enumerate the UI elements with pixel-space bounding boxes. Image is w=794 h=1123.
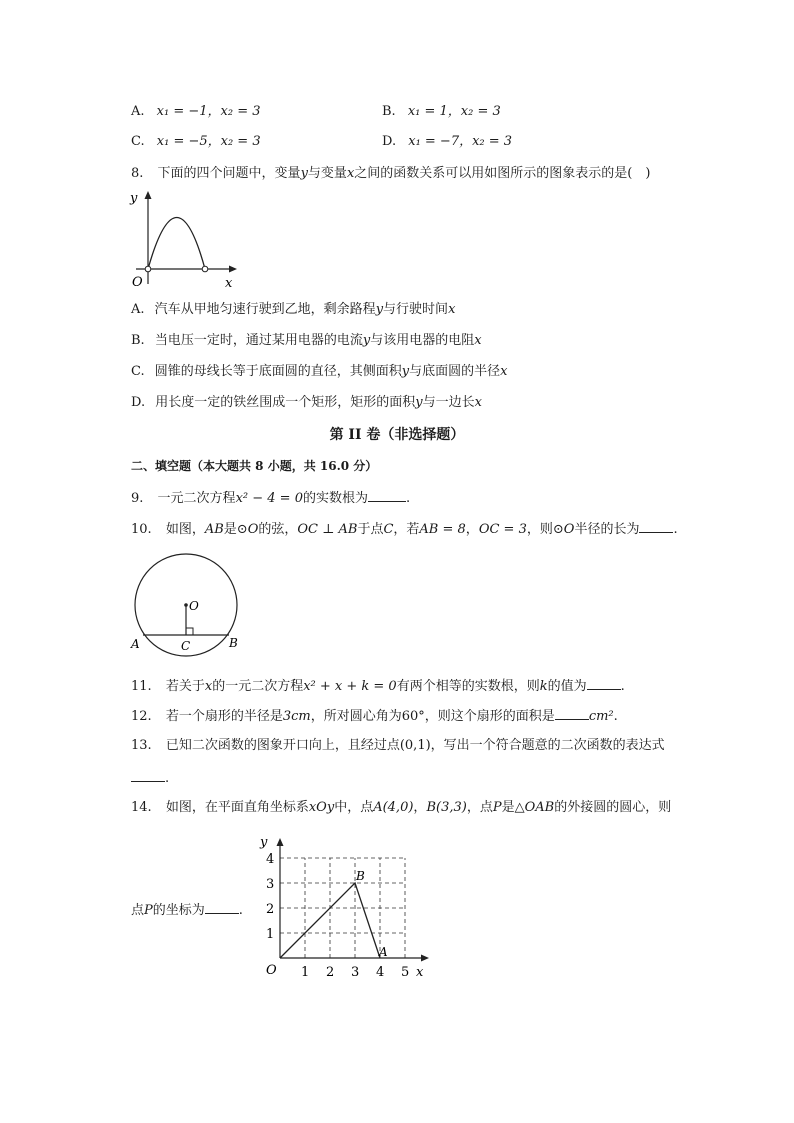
- q14-figure: [258, 830, 433, 982]
- q10-label-a: A: [131, 637, 140, 651]
- q12: [131, 707, 618, 725]
- q10-o-2: O: [563, 522, 575, 537]
- q14-y-tick-label: 1: [266, 927, 275, 942]
- q10-comma: ，: [465, 522, 479, 537]
- q12-number: 12.: [131, 709, 152, 724]
- q13-post: ，写出一个符合题意的二次函数的表达式: [430, 738, 665, 753]
- q11: [131, 677, 625, 695]
- q9-end: .: [405, 491, 411, 506]
- q7-option-d-expr: x₁ = −7，x₂ = 3: [408, 134, 513, 149]
- q12-unit: cm²: [588, 709, 614, 724]
- q10-label-c: C: [181, 639, 191, 653]
- q8-option-d-letter: D.: [131, 395, 146, 410]
- q11-post: 有两个相等的实数根，则: [396, 679, 540, 694]
- q8-option-b-var-x: x: [474, 333, 482, 348]
- q14-label-b: B: [356, 869, 365, 883]
- q13-answer-blank: [131, 769, 165, 782]
- q7-option-c: [131, 134, 261, 150]
- q8-var-x: x: [346, 166, 355, 181]
- q14-y-label: y: [260, 835, 268, 850]
- q7-option-d-letter: D.: [382, 134, 397, 149]
- q9-expr: x² − 4 = 0: [235, 491, 303, 506]
- q13-end: .: [165, 771, 170, 786]
- q14-p-2: P: [144, 903, 153, 918]
- q12-pre: 若一个扇形的半径是: [165, 709, 283, 724]
- q14-x-tick-label: 2: [326, 965, 335, 980]
- q9: [131, 489, 410, 507]
- q8-y-arrow-icon: [145, 191, 152, 199]
- q14-triangle: △OAB: [514, 800, 555, 815]
- q10-figure: [126, 550, 246, 658]
- q10-eq1: AB = 8: [419, 522, 466, 537]
- q10-c: C: [383, 522, 394, 537]
- q8-option-c-text: 圆锥的母线长等于底面圆的直径，其侧面积: [154, 364, 402, 379]
- q14-y-arrow-icon: [277, 838, 284, 846]
- q8-option-a: [131, 302, 455, 318]
- q7-option-b: [382, 104, 501, 120]
- q11-k: k: [539, 679, 548, 694]
- q7-option-b-letter: B.: [382, 104, 396, 119]
- q10-o: O: [247, 522, 259, 537]
- q8-option-c: [131, 364, 508, 380]
- q8-option-b-mid: 与该用电器的电阻: [370, 333, 475, 348]
- q14-comma: ，: [413, 800, 427, 815]
- q12-angle: 60°: [401, 709, 425, 724]
- q14-answer-blank: [205, 901, 239, 914]
- q9-post: 的实数根为: [302, 491, 368, 506]
- q14-line2-mid: 的坐标为: [152, 903, 205, 918]
- q12-end: .: [613, 709, 618, 724]
- q8-option-b: [131, 333, 482, 349]
- q14-point-a: A(4,0): [373, 800, 414, 815]
- q8-option-c-var-x: x: [500, 364, 508, 379]
- q13-number: 13.: [131, 738, 152, 753]
- q10-text-f: ，则⊙: [526, 522, 564, 537]
- q8-parabola: [148, 218, 205, 270]
- q14-x-tick-label: 4: [376, 965, 385, 980]
- q14-post: 的外接圆的圆心，则: [554, 800, 672, 815]
- q11-end: .: [620, 679, 625, 694]
- q12-post: ，则这个扇形的面积是: [424, 709, 555, 724]
- q10-ab: AB: [204, 522, 224, 537]
- q14-x-tick-label: 5: [401, 965, 410, 980]
- q10-label-b: B: [229, 636, 238, 650]
- q10-text-e: ，若: [393, 522, 420, 537]
- q8-option-d-text: 用长度一定的铁丝围成一个矩形，矩形的面积: [155, 395, 416, 410]
- q12-mid: ，所对圆心角为: [310, 709, 402, 724]
- q8-option-a-var-x: x: [448, 302, 456, 317]
- q14-origin-label: O: [266, 963, 277, 978]
- q14-label-a: A: [379, 945, 388, 959]
- q10-label-o: O: [189, 599, 199, 613]
- q8-option-b-letter: B.: [131, 333, 145, 348]
- q10: [131, 520, 678, 538]
- q8-option-d-mid: 与一边长: [422, 395, 475, 410]
- q14-grid: [280, 858, 405, 958]
- q10-text-d: 于点: [357, 522, 384, 537]
- q14-number: 14.: [131, 800, 152, 815]
- q8-stem-b: 与变量: [307, 166, 347, 181]
- q14-y-tick-label: 2: [266, 902, 275, 917]
- q10-text-g: 半径的长为: [574, 522, 640, 537]
- q14-xoy: xOy: [308, 800, 335, 815]
- q14-x-tick-labels: [301, 965, 409, 980]
- q14-mid3: 是: [501, 800, 515, 815]
- q8-option-d: [131, 395, 482, 411]
- q14-p: P: [492, 800, 502, 815]
- q11-mid: 的一元二次方程: [212, 679, 304, 694]
- q8-stem-a: 下面的四个问题中，变量: [157, 166, 301, 181]
- q10-center-point: [184, 603, 188, 607]
- q8-stem: [131, 166, 650, 182]
- q8-option-a-text: 汽车从甲地匀速行驶到乙地，剩余路程: [154, 302, 376, 317]
- q7-option-d: [382, 134, 512, 150]
- q11-expr: x² + x + k = 0: [303, 679, 397, 694]
- q10-answer-blank: [639, 520, 673, 533]
- q14-mid: 中，点: [334, 800, 374, 815]
- q14-x-arrow-icon: [421, 955, 429, 962]
- q11-pre: 若关于: [165, 679, 205, 694]
- q10-perp: OC ⊥ AB: [297, 522, 358, 537]
- section2-heading: 二、填空题（本大题共 8 小题，共 16.0 分）: [131, 459, 378, 473]
- q10-text-b: 是⊙: [223, 522, 248, 537]
- q14-x-tick-label: 3: [351, 965, 360, 980]
- q7-option-b-expr: x₁ = 1，x₂ = 3: [407, 104, 501, 119]
- q8-option-c-mid: 与底面圆的半径: [409, 364, 501, 379]
- q14: [131, 800, 671, 816]
- q12-answer-blank: [555, 707, 589, 720]
- q7-option-a: [131, 104, 261, 120]
- q10-number: 10.: [131, 522, 152, 537]
- q8-option-c-var-y: y: [401, 364, 410, 379]
- q8-x-label: x: [225, 276, 233, 290]
- q8-option-c-letter: C.: [131, 364, 145, 379]
- q8-option-b-text: 当电压一定时，通过某用电器的电流: [154, 333, 363, 348]
- q11-x: x: [204, 679, 213, 694]
- q13-pre: 已知二次函数的图象开口向上，且经过点: [165, 738, 400, 753]
- q11-number: 11.: [131, 679, 152, 694]
- q10-text-a: 如图，: [165, 522, 205, 537]
- q14-y-tick-label: 4: [266, 852, 275, 867]
- q14-point-b: B(3,3): [426, 800, 467, 815]
- q10-eq2: OC = 3: [478, 522, 527, 537]
- part2-title: 第 II 卷（非选择题）: [329, 427, 465, 443]
- q14-y-tick-labels: [266, 852, 274, 942]
- q7-option-a-letter: A.: [131, 104, 145, 119]
- q8-origin-label: O: [132, 275, 143, 290]
- q14-x-tick-label: 1: [301, 965, 310, 980]
- q14-line2: [131, 901, 243, 919]
- q14-pre: 如图，在平面直角坐标系: [165, 800, 309, 815]
- q13-point: (0,1): [399, 738, 431, 753]
- q11-post2: 的值为: [547, 679, 587, 694]
- q11-answer-blank: [587, 677, 621, 690]
- q9-answer-blank: [368, 489, 406, 502]
- q7-option-a-expr: x₁ = −1，x₂ = 3: [156, 104, 261, 119]
- q7-option-c-letter: C.: [131, 134, 145, 149]
- q14-mid2: ，点: [466, 800, 493, 815]
- q10-text-c: 的弦，: [258, 522, 298, 537]
- q10-right-angle-mark: [186, 628, 193, 635]
- q8-option-d-var-x: x: [474, 395, 482, 410]
- q13-line2: [131, 769, 169, 787]
- q8-open-point-left: [145, 266, 151, 272]
- q7-option-c-expr: x₁ = −5，x₂ = 3: [156, 134, 261, 149]
- q14-x-label: x: [416, 965, 424, 980]
- q8-stem-c: 之间的函数关系可以用如图所示的图象表示的是( ): [354, 166, 651, 181]
- q9-pre: 一元二次方程: [157, 491, 236, 506]
- q8-option-b-var-y: y: [362, 333, 371, 348]
- q14-end: .: [238, 903, 243, 918]
- q8-open-point-right: [202, 266, 208, 272]
- q8-number: 8.: [131, 166, 144, 181]
- q8-option-a-var-y: y: [375, 302, 384, 317]
- q10-end: .: [673, 522, 678, 537]
- q9-number: 9.: [131, 491, 144, 506]
- q8-y-label: y: [130, 191, 138, 206]
- q8-graph: [126, 188, 246, 290]
- q12-radius: 3cm: [282, 709, 311, 724]
- q8-option-d-var-y: y: [415, 395, 423, 410]
- q14-y-tick-label: 3: [266, 877, 275, 892]
- q8-option-a-mid: 与行驶时间: [383, 302, 449, 317]
- q8-x-arrow-icon: [229, 266, 237, 273]
- q8-var-y: y: [300, 166, 308, 181]
- q13: [131, 738, 665, 754]
- q14-line2-pre: 点: [131, 903, 145, 918]
- q8-option-a-letter: A.: [131, 302, 145, 317]
